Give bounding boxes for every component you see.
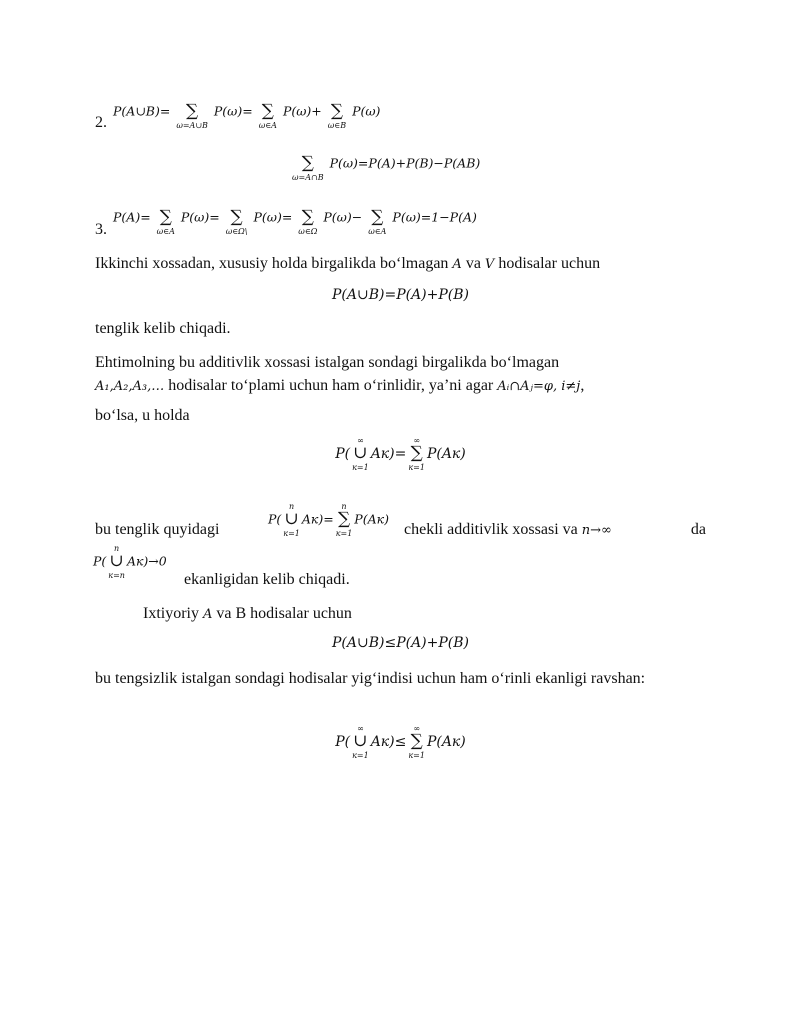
formula-number-3: 3.: [95, 221, 107, 238]
paragraph-additivity-line-2: A₁,A₂,A₃,… hodisalar to‘plami uchun ham o‘rinlidir, ya’ni agar Aᵢ∩Aⱼ=φ, i≠j,: [95, 377, 585, 394]
sum-operator: ∑ ω∈A: [368, 207, 387, 236]
tail-limit-expression: P( n ∪ к=n Aк)→0: [93, 544, 167, 580]
union-operator: ∞ ∪ к=1: [352, 436, 369, 472]
union-equation: P(A∪B)=P(A)+P(B): [331, 287, 470, 303]
event-a-symbol-2: A: [203, 607, 213, 622]
event-sequence: A₁,A₂,A₃,…: [95, 379, 165, 394]
formula-2-term-3: P(ω): [352, 103, 381, 119]
limit-expression: n→∞: [581, 523, 612, 538]
sum-operator: n ∑ к=1: [335, 502, 353, 538]
finite-additivity-equation: P( n ∪ к=1 Aк)= n ∑ к=1 P(Aк): [268, 502, 389, 538]
paragraph-disjoint-union: Ikkinchi xossadan, xususiy holda birgalikda bo‘lmagan A va V hodisalar uchun: [95, 255, 601, 272]
formula-3-lhs: P(A)=: [113, 209, 151, 225]
formula-3-term-1: P(ω)=: [180, 209, 220, 225]
sum-operator: ∑ ω∈Ω\: [225, 207, 248, 236]
paragraph-finite-additivity-tail: chekli additivlik xossasi va n→∞ da: [404, 521, 706, 538]
formula-2-term-1: P(ω)=: [213, 103, 253, 119]
union-operator: ∞ ∪ к=1: [352, 724, 369, 760]
sum-operator: ∑ ω∈A: [258, 101, 277, 130]
countable-additivity-equation: P( ∞ ∪ к=1 Aк)= ∞ ∑ к=1 P(Aк): [335, 436, 466, 472]
formula-2-term-2: P(ω)+: [282, 103, 322, 119]
sum-operator: ∞ ∑ к=1: [408, 724, 425, 760]
union-operator: n ∪ к=n: [108, 544, 125, 580]
sum-operator: ∑ ω=A∩B: [292, 153, 324, 182]
sum-operator: ∑ ω∈B: [327, 101, 347, 130]
sum-operator: ∞ ∑ к=1: [408, 436, 425, 472]
formula-3-term-4: P(ω)=1−P(A): [392, 209, 477, 225]
formula-3-term-2: P(ω)=: [253, 209, 293, 225]
paragraph-inequality-general: bu tengsizlik istalgan sondagi hodisalar yig‘indisi uchun ham o‘rinli ekanligi ravshan:: [95, 670, 646, 687]
formula-3-term-3: P(ω)−: [323, 209, 363, 225]
paragraph-additivity: Ehtimolning bu additivlik xossasi istalgan sondagi birgalikda bo‘lmagan: [95, 354, 560, 371]
union-inequality: P(A∪B)≤P(A)+P(B): [331, 635, 470, 651]
countable-subadditivity: P( ∞ ∪ к=1 Aк)≤ ∞ ∑ к=1 P(Aк): [335, 724, 466, 760]
paragraph-additivity-line-3: bo‘lsa, u holda: [95, 407, 190, 424]
sum-operator: ∑ ω∈A: [156, 207, 175, 236]
disjoint-condition: Aᵢ∩Aⱼ=φ, i≠j: [497, 379, 581, 394]
paragraph-equality-follows: tenglik kelib chiqadi.: [95, 320, 231, 337]
paragraph-follows-from: ekanligidan kelib chiqadi.: [184, 571, 350, 588]
formula-3: [113, 200, 477, 236]
formula-2-lhs: P(A∪B)=: [113, 103, 171, 119]
formula-number-2: 2.: [95, 114, 107, 131]
event-v-symbol: V: [484, 257, 495, 272]
event-a-symbol: A: [452, 257, 462, 272]
formula-2-line-1: [113, 94, 380, 130]
union-operator: n ∪ к=1: [283, 502, 300, 538]
sum-operator: ∑ ω∈Ω: [298, 207, 318, 236]
paragraph-arbitrary-events: Ixtiyoriy A va B hodisalar uchun: [143, 605, 352, 622]
formula-2-line-2: [290, 146, 480, 182]
sum-operator: ∑ ω=A∪B: [176, 101, 208, 130]
paragraph-finite-additivity: bu tenglik quyidagi: [95, 521, 220, 538]
formula-2-line-2-term: P(ω)=P(A)+P(B)−P(AB): [329, 155, 481, 171]
